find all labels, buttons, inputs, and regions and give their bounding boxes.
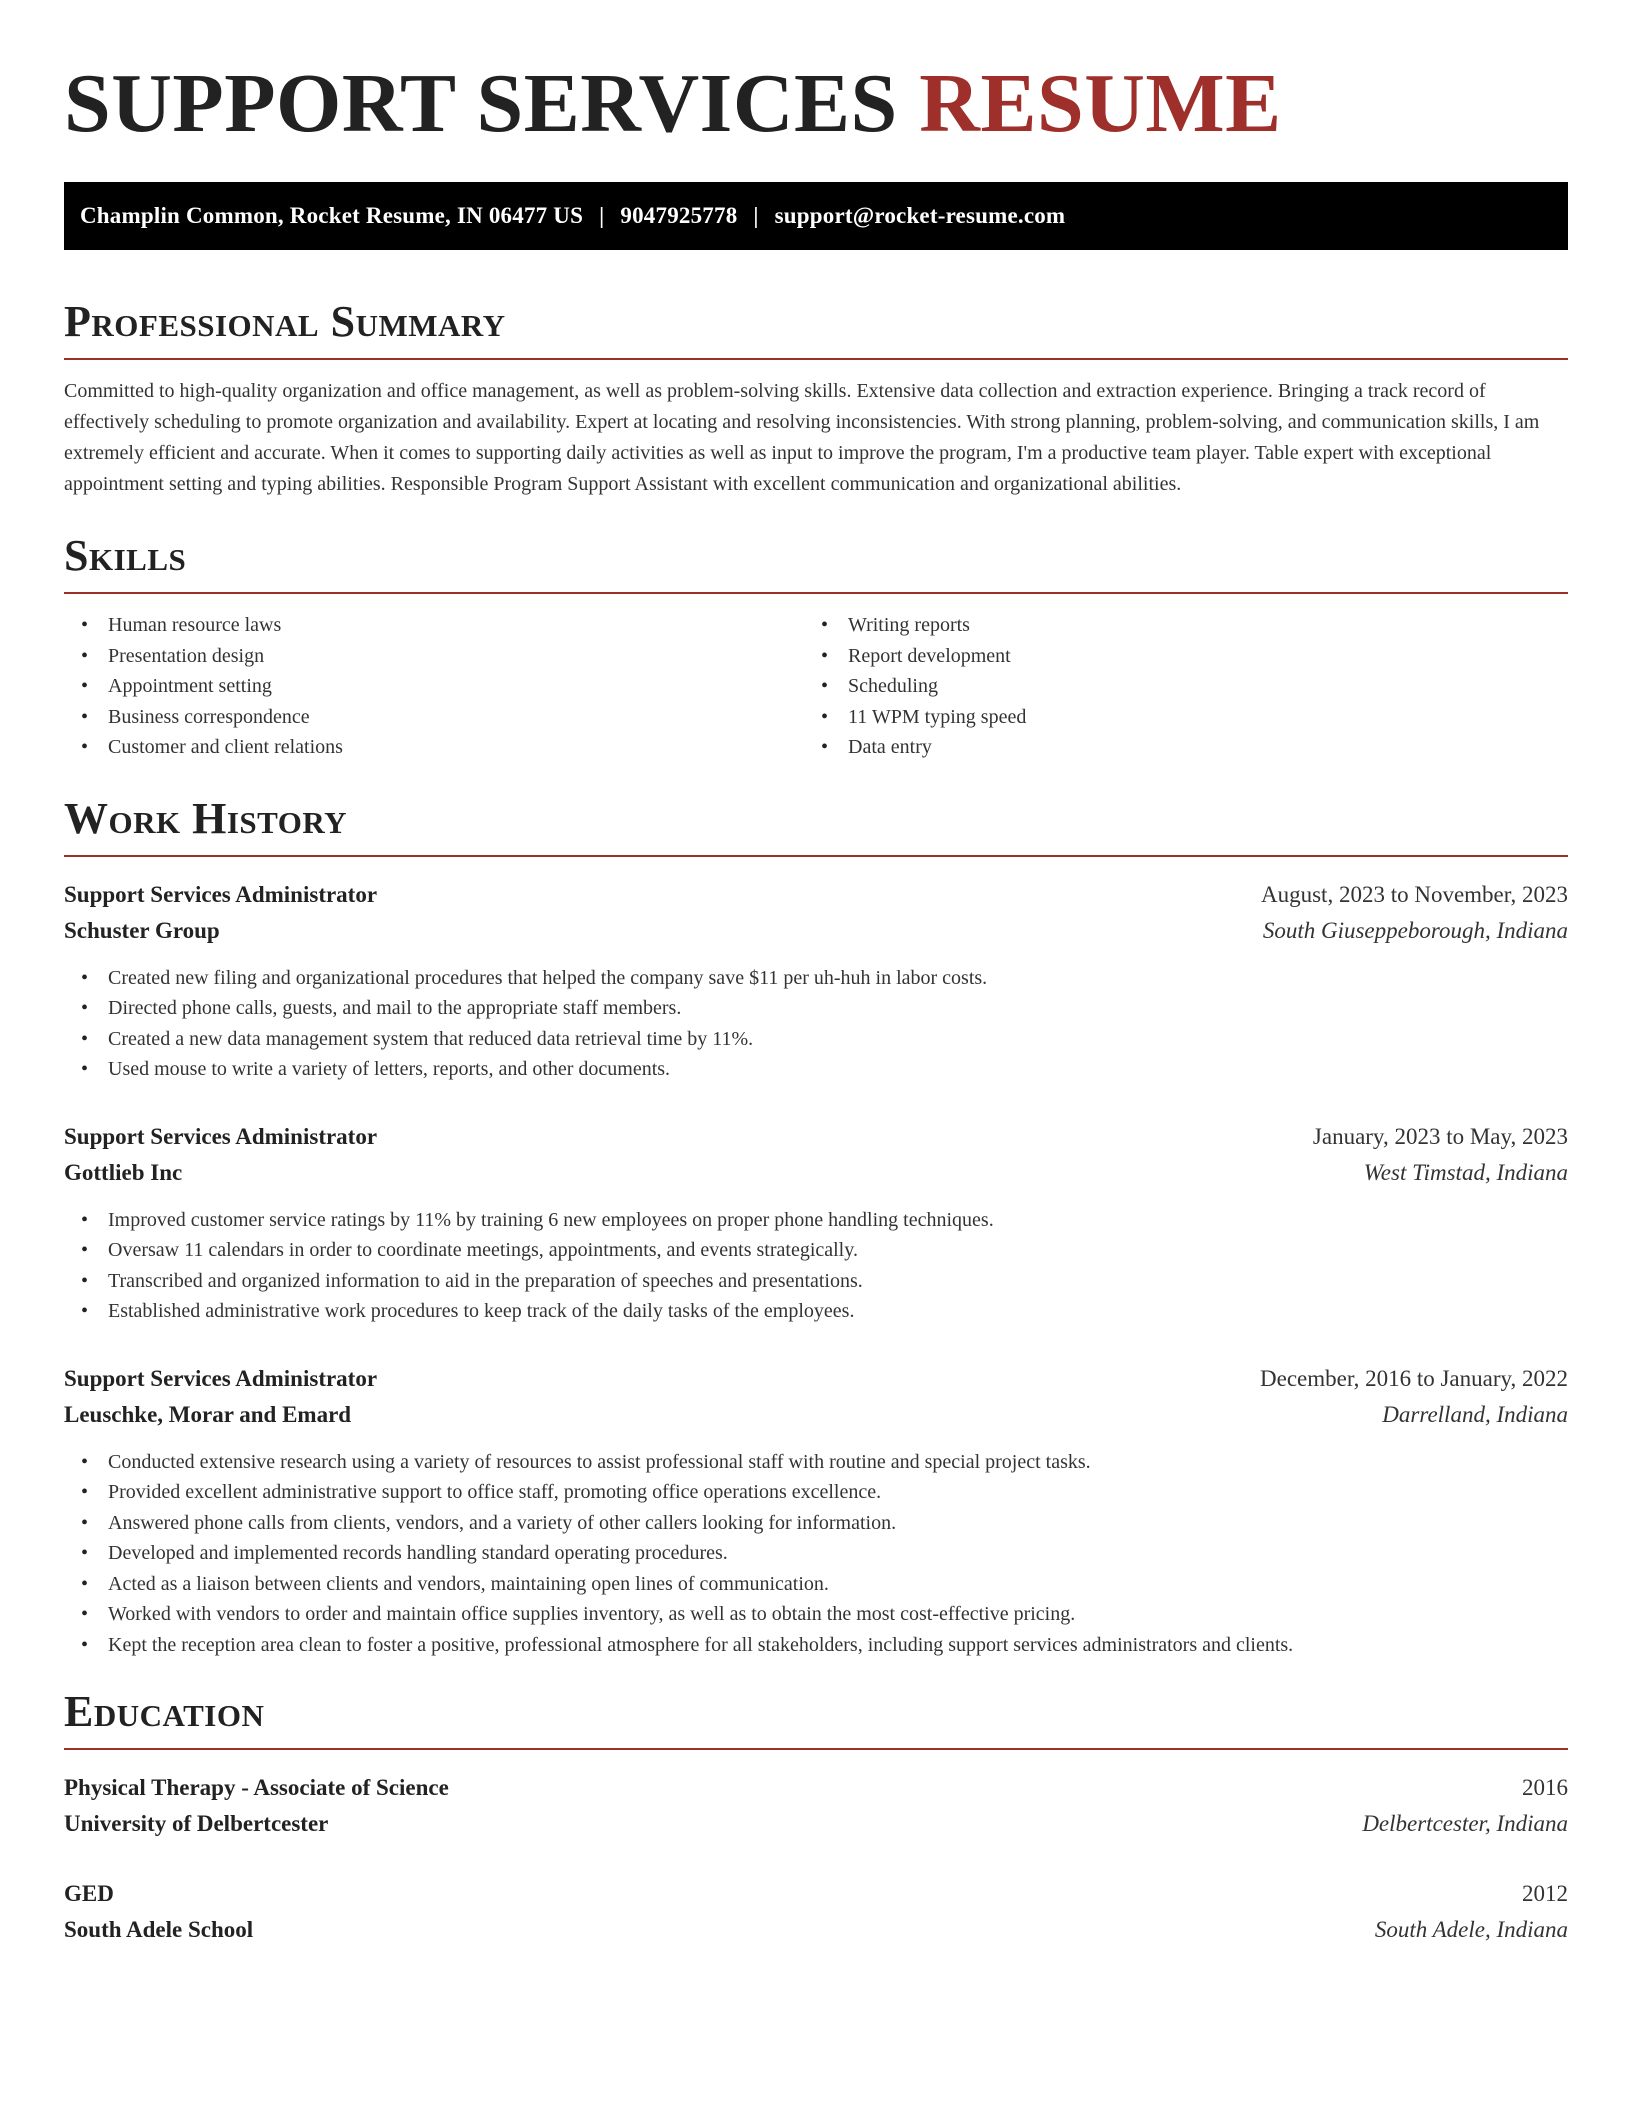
job-bullet: • Acted as a liaison between clients and vendors, maintaining open lines of communication. [64, 1569, 1568, 1600]
job-title: Support Services Administrator [64, 881, 378, 907]
education-entry [64, 1770, 1568, 1842]
job-bullet: • Oversaw 11 calendars in order to coordinate meetings, appointments, and events strategically. [64, 1235, 1568, 1266]
contact-email: support@rocket-resume.com [774, 203, 1066, 228]
job-dates: August, 2023 to November, 2023 [1261, 881, 1568, 907]
education-degree: Physical Therapy - Associate of Science [64, 1775, 449, 1800]
skill-item: • 11 WPM typing speed [804, 702, 1544, 733]
education-degree-row [64, 1876, 1568, 1912]
contact-bar [64, 182, 1568, 250]
job-bullet: • Transcribed and organized information to aid in the preparation of speeches and presentations. [64, 1266, 1568, 1297]
education-school: University of Delbertcester [64, 1811, 329, 1836]
job-bullet: • Established administrative work procedures to keep track of the daily tasks of the employees. [64, 1296, 1568, 1327]
contact-address: Champlin Common, Rocket Resume, IN 06477 US [80, 203, 584, 228]
skill-item: • Business correspondence [64, 702, 804, 733]
job-bullets [64, 1205, 1568, 1327]
contact-separator: | [753, 203, 759, 228]
job-title: Support Services Administrator [64, 1123, 378, 1149]
skill-item: • Scheduling [804, 671, 1544, 702]
section-divider [64, 358, 1568, 360]
professional-summary-section [64, 297, 1568, 500]
job-bullets [64, 963, 1568, 1085]
education-year: 2016 [1522, 1775, 1568, 1800]
skill-item: • Appointment setting [64, 671, 804, 702]
job-dates: January, 2023 to May, 2023 [1312, 1123, 1568, 1149]
education-school: South Adele School [64, 1917, 254, 1942]
job-company-row [64, 1155, 1568, 1191]
skill-item: • Report development [804, 641, 1544, 672]
section-heading-work-history: Work History [64, 793, 348, 843]
section-divider [64, 855, 1568, 857]
job-title: Support Services Administrator [64, 1365, 378, 1391]
education-section [64, 1687, 1568, 1948]
work-history-section [64, 793, 1568, 1661]
job-bullet: • Created a new data management system that reduced data retrieval time by 11%. [64, 1024, 1568, 1055]
job-bullet: • Directed phone calls, guests, and mail to the appropriate staff members. [64, 993, 1568, 1024]
skills-grid [64, 610, 1568, 763]
job-bullet: • Improved customer service ratings by 11% by training 6 new employees on proper phone handling techniques. [64, 1205, 1568, 1236]
title-main: SUPPORT SERVICES [64, 57, 898, 150]
section-heading-summary: Professional Summary [64, 297, 506, 346]
job-location: West Timstad, Indiana [1363, 1159, 1568, 1185]
skills-list-left [64, 610, 804, 763]
job-bullet: • Answered phone calls from clients, vendors, and a variety of other callers looking for information. [64, 1508, 1568, 1539]
job-bullet: • Developed and implemented records handling standard operating procedures. [64, 1538, 1568, 1569]
education-degree: GED [64, 1881, 114, 1906]
skills-section [64, 531, 1568, 763]
resume-title [64, 57, 1568, 150]
section-divider [64, 592, 1568, 594]
skill-item: • Presentation design [64, 641, 804, 672]
skill-item: • Writing reports [804, 610, 1544, 641]
job-location: Darrelland, Indiana [1382, 1401, 1568, 1427]
section-heading-skills: Skills [64, 531, 187, 580]
job-bullet: • Worked with vendors to order and maintain office supplies inventory, as well as to obtain the most cost-effective pricing. [64, 1599, 1568, 1630]
skills-list-right [804, 610, 1544, 763]
education-location: South Adele, Indiana [1374, 1917, 1568, 1942]
section-divider [64, 1748, 1568, 1750]
job-location: South Giuseppeborough, Indiana [1262, 917, 1568, 943]
job-company: Gottlieb Inc [64, 1159, 183, 1185]
contact-separator: | [599, 203, 605, 228]
contact-phone: 9047925778 [620, 203, 738, 228]
job-bullet: • Provided excellent administrative support to office staff, promoting office operations excellence. [64, 1477, 1568, 1508]
job-header-row [64, 1119, 1568, 1155]
job-company: Leuschke, Morar and Emard [64, 1401, 352, 1427]
job-bullet: • Created new filing and organizational procedures that helped the company save $11 per uh-huh in labor costs. [64, 963, 1568, 994]
job-company-row [64, 1397, 1568, 1433]
job-bullet: • Used mouse to write a variety of letters, reports, and other documents. [64, 1054, 1568, 1085]
skill-item: • Human resource laws [64, 610, 804, 641]
job-dates: December, 2016 to January, 2022 [1260, 1365, 1568, 1391]
education-entry [64, 1876, 1568, 1948]
education-school-row [64, 1912, 1568, 1948]
summary-text: Committed to high-quality organization and office management, as well as problem-solving skills. Extensive data collection and extraction experience. Bringing a track record of effectively scheduling to promote organization and availability. Expert at locating and resolving inconsistencies. With strong planning, problem-solving, and communication skills, I am extremely efficient and accurate. When it comes to supporting daily activities as well as input to improve the program, I'm a productive team player. Table expert with exceptional appointment setting and typing abilities. Responsible Program Support Assistant with excellent communication and organizational abilities. [64, 380, 1540, 495]
section-heading-education: Education [64, 1687, 265, 1736]
education-school-row [64, 1806, 1568, 1842]
job-header-row [64, 1361, 1568, 1397]
education-degree-row [64, 1770, 1568, 1806]
job-bullet: • Conducted extensive research using a variety of resources to assist professional staff with routine and special project tasks. [64, 1447, 1568, 1478]
job-company: Schuster Group [64, 917, 220, 943]
job-entry [64, 1119, 1568, 1327]
job-bullets [64, 1447, 1568, 1661]
education-location: Delbertcester, Indiana [1362, 1811, 1568, 1836]
job-bullet: • Kept the reception area clean to foster a positive, professional atmosphere for all stakeholders, including support services administrators and clients. [64, 1630, 1568, 1661]
job-entry [64, 877, 1568, 1085]
job-header-row [64, 877, 1568, 913]
education-year: 2012 [1522, 1881, 1568, 1906]
job-company-row [64, 913, 1568, 949]
job-entry [64, 1361, 1568, 1661]
title-accent: RESUME [919, 57, 1282, 150]
skill-item: • Data entry [804, 732, 1544, 763]
skill-item: • Customer and client relations [64, 732, 804, 763]
